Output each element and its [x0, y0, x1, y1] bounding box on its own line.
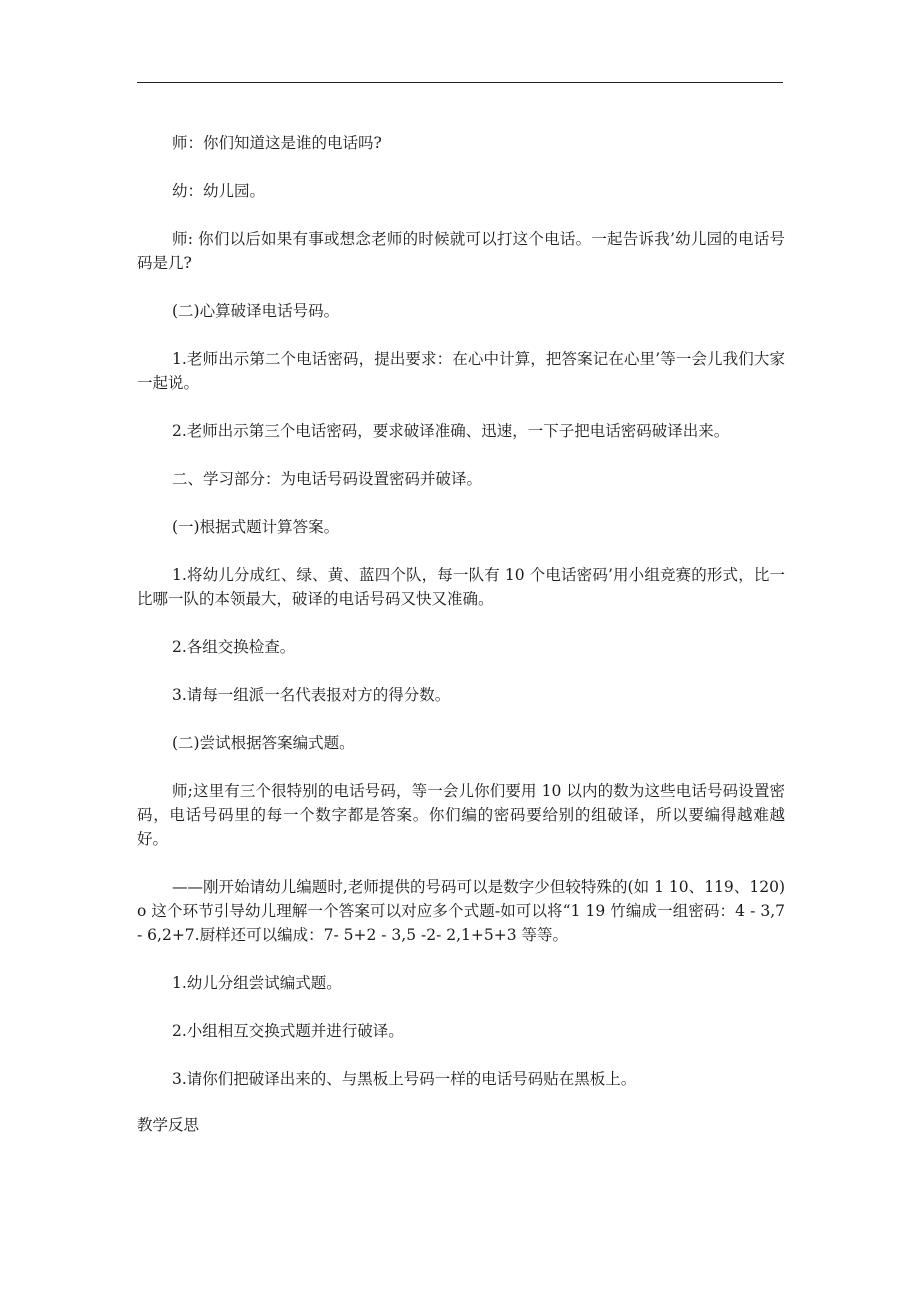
paragraph-post-blackboard: 3.请你们把破译出来的、与黑板上号码一样的电话号码贴在黑板上。 [172, 1070, 637, 1088]
paragraph-teacher-phone: 师: 你们以后如果有事或想念老师的时候就可以打这个电话。一起告诉我’幼儿园的电话号码是几? [137, 230, 785, 272]
paragraph-third-code: 2.老师出示第三个电话密码，要求破译准确、迅速，一下子把电话密码破译出来。 [172, 422, 730, 440]
header-rule [137, 82, 783, 83]
section-heading-reflection: 教学反思 [137, 1116, 200, 1134]
paragraph-special-numbers: 师;这里有三个很特别的电话号码，等一会儿你们要用 10 以内的数为这些电话号码设置密码，电话号码里的每一个数字都是答案。你们编的密码要给别的组破译，所以要编得越难越好。 [137, 782, 785, 848]
paragraph-calc-answers-heading: (一)根据式题计算答案。 [172, 518, 340, 536]
paragraph-compose-heading: (二)尝试根据答案编式题。 [172, 734, 355, 752]
paragraph-group-exchange: 2.小组相互交换式题并进行破译。 [172, 1022, 404, 1040]
document-body [137, 131, 785, 1137]
paragraph-child-answer: 幼：幼儿园。 [172, 182, 266, 200]
paragraph-group-compose: 1.幼儿分组尝试编式题。 [172, 974, 342, 992]
paragraph-report-score: 3.请每一组派一名代表报对方的得分数。 [172, 686, 451, 704]
paragraph-second-code: 1.老师出示第二个电话密码，提出要求：在心中计算，把答案记在心里’等一会儿我们大家一起说。 [137, 350, 785, 392]
paragraph-teacher-question: 师：你们知道这是谁的电话吗? [172, 134, 382, 152]
paragraph-guidance: ——刚开始请幼儿编题时,老师提供的号码可以是数字少但较特殊的(如 1 10、119、120)o 这个环节引导幼儿理解一个答案可以对应多个式题-如可以将“1 19 竹编成一组密码：4 - 3,7 - 6,2+7.厨样还可以编成：7- 5+2 - 3,5 -2- 2,1+5+3 等等。 [137, 878, 785, 944]
paragraph-exchange-check: 2.各组交换检查。 [172, 638, 296, 656]
paragraph-learning-part: 二、学习部分：为电话号码设置密码并破译。 [172, 470, 483, 488]
paragraph-mental-calc-heading: (二)心算破译电话号码。 [172, 302, 340, 320]
paragraph-team-competition: 1.将幼儿分成红、绿、黄、蓝四个队，每一队有 10 个电话密码’用小组竞赛的形式，比一比哪一队的本领最大，破译的电话号码又快又准确。 [137, 566, 785, 608]
